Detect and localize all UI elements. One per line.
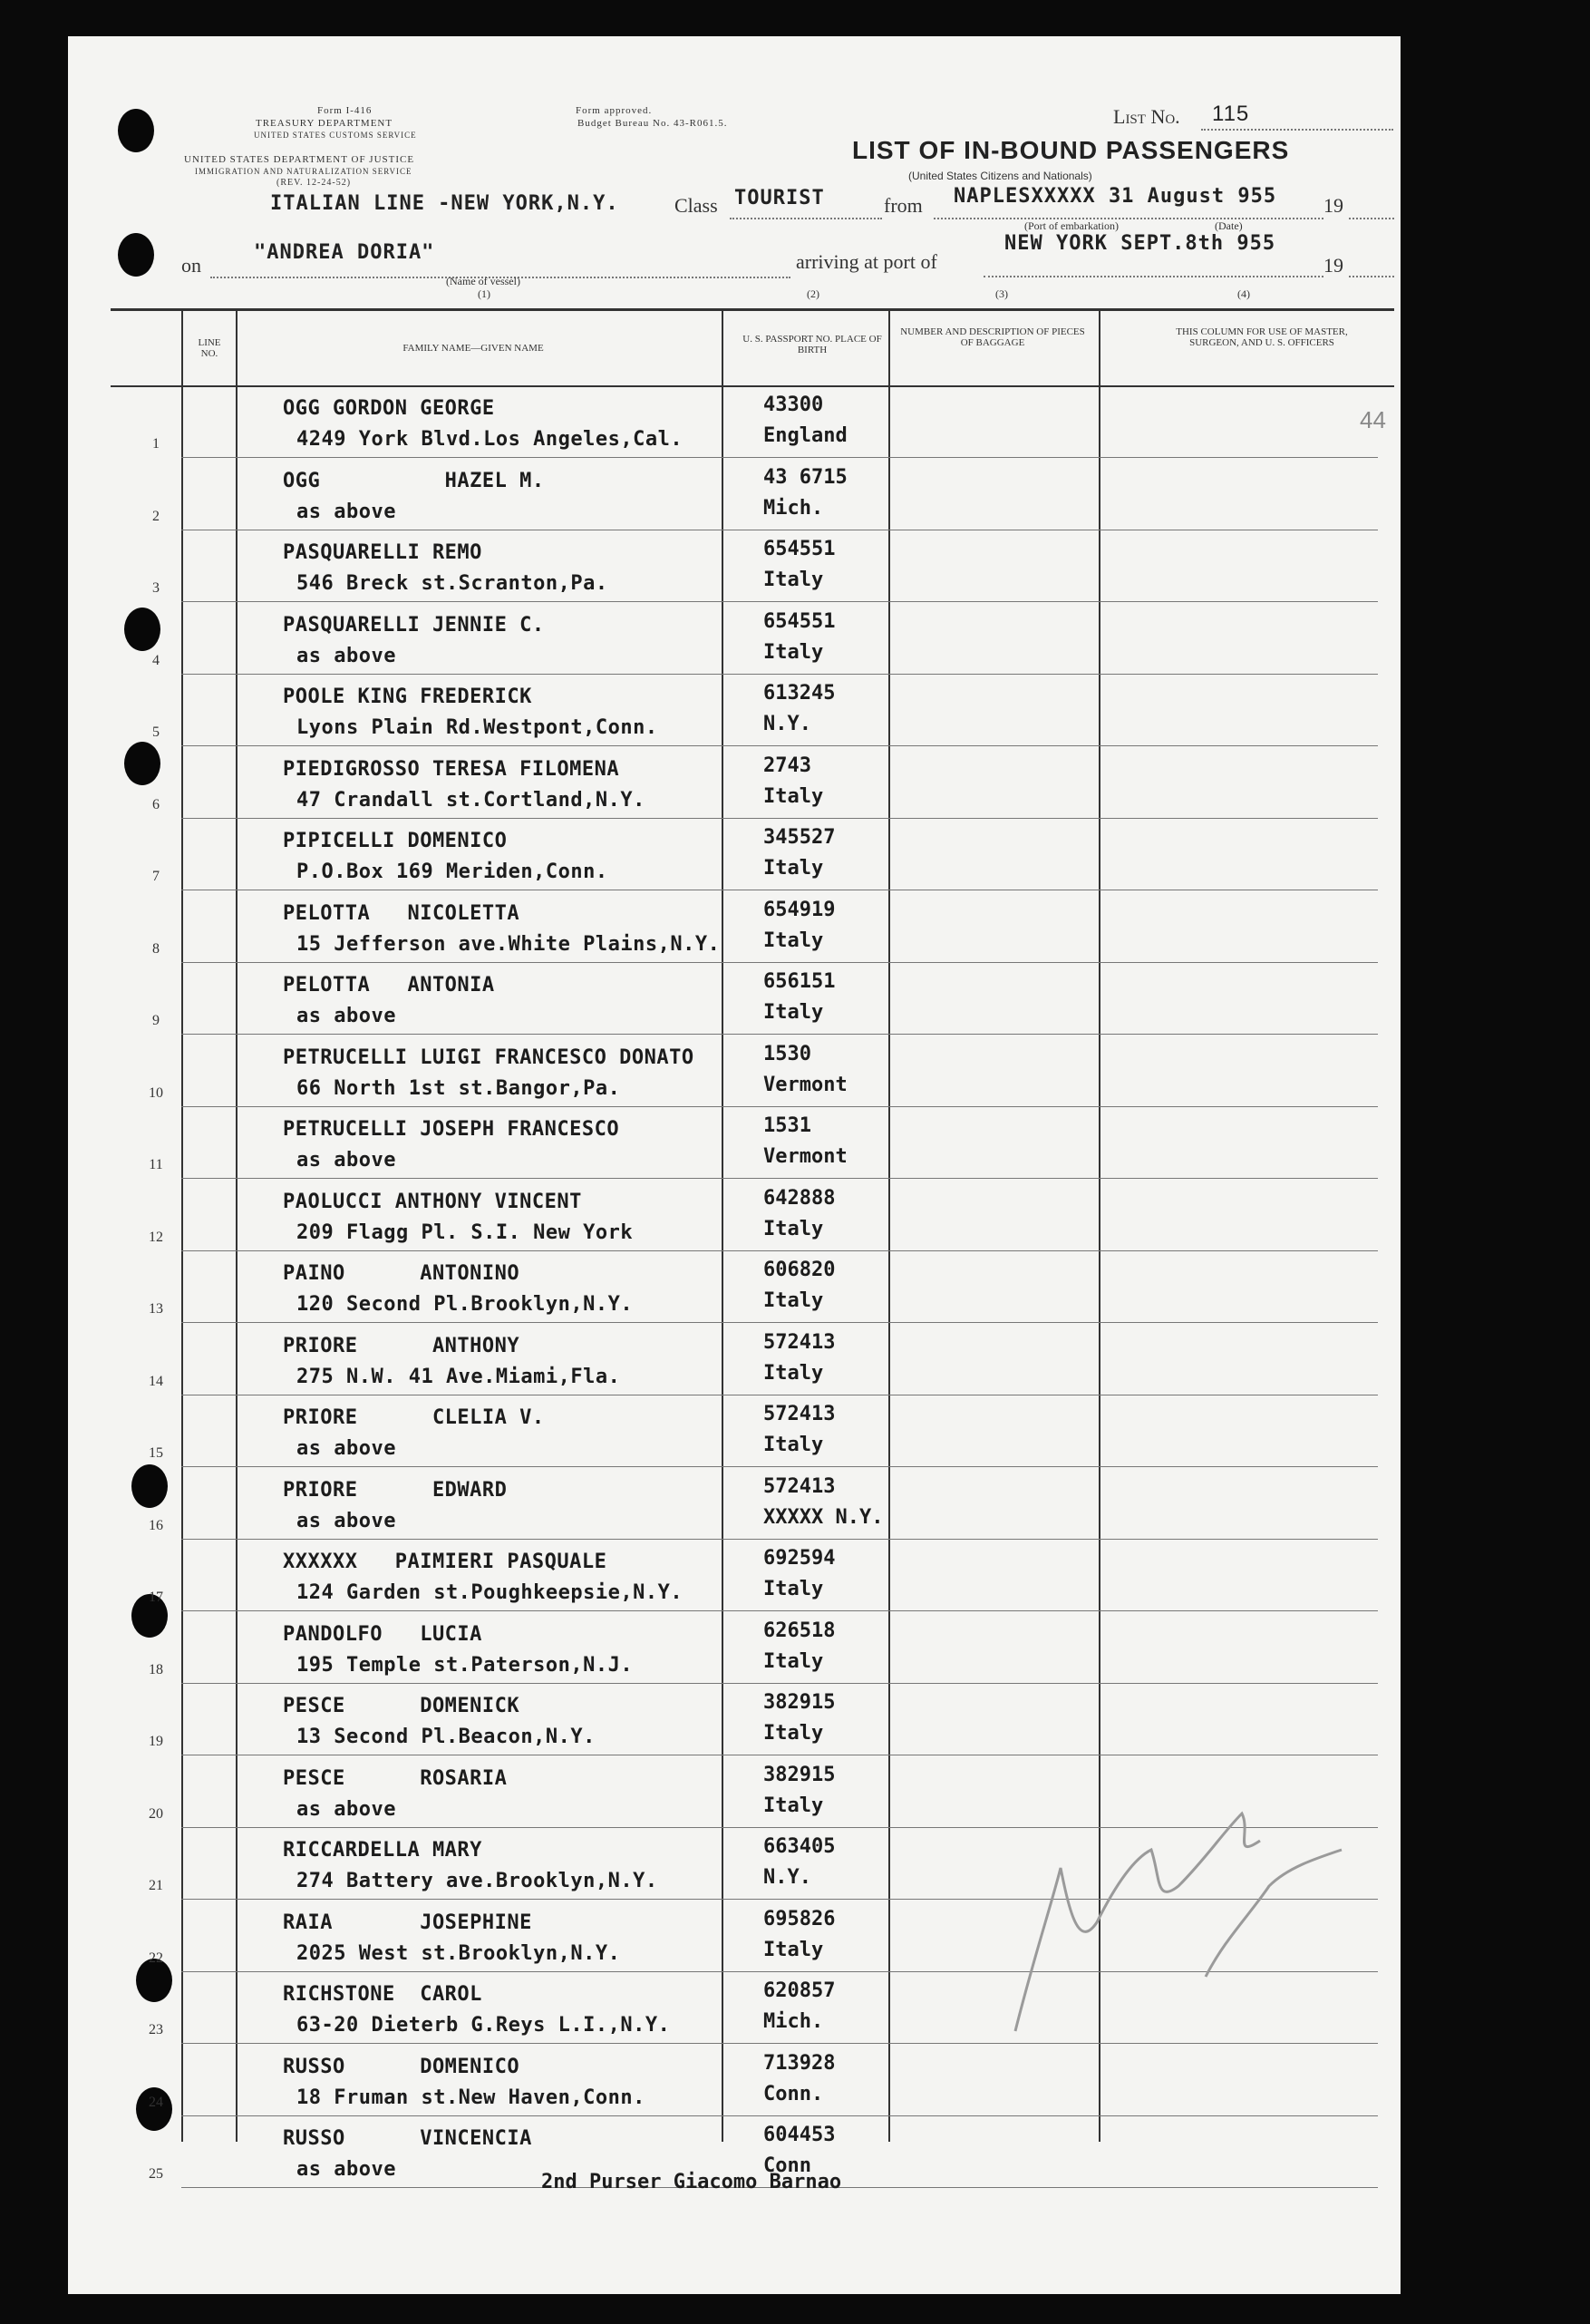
- place-of-birth: Italy: [763, 929, 824, 952]
- row-line-number: 19: [149, 1734, 163, 1749]
- customs-service: UNITED STATES CUSTOMS SERVICE: [254, 131, 417, 140]
- table-row: [111, 1540, 1394, 1611]
- row-line-number: 5: [152, 724, 160, 740]
- justice-dept: UNITED STATES DEPARTMENT OF JUSTICE: [184, 154, 415, 165]
- place-of-birth: Italy: [763, 1794, 824, 1817]
- from-line: [934, 218, 1323, 219]
- passenger-address: 2025 West st.Brooklyn,N.Y.: [296, 1941, 621, 1965]
- passport-number: 606820: [763, 1259, 836, 1281]
- row-line-number: 3: [152, 580, 160, 596]
- passport-number: 604453: [763, 2124, 836, 2146]
- row-line-number: 18: [149, 1661, 163, 1677]
- passenger-address: as above: [296, 1509, 396, 1532]
- passport-number: 620857: [763, 1979, 836, 2002]
- place-of-birth: Italy: [763, 1001, 824, 1024]
- passenger-name: PASQUARELLI JENNIE C.: [283, 613, 545, 637]
- passenger-name: RUSSO VINCENCIA: [283, 2127, 532, 2150]
- place-of-birth: Italy: [763, 784, 824, 808]
- passport-number: 626518: [763, 1619, 836, 1642]
- place-of-birth: Italy: [763, 1361, 824, 1385]
- row-line-number: 25: [149, 2166, 163, 2182]
- place-of-birth: Italy: [763, 1217, 824, 1240]
- passenger-address: 209 Flagg Pl. S.I. New York: [296, 1220, 634, 1244]
- passenger-address: as above: [296, 1149, 396, 1172]
- table-row: [111, 386, 1394, 458]
- passport-number: 43300: [763, 394, 824, 416]
- row-line-number: 4: [152, 652, 160, 668]
- row-line-number: 21: [149, 1878, 163, 1893]
- passenger-name: PRIORE CLELIA V.: [283, 1406, 545, 1429]
- passenger-address: as above: [296, 1437, 396, 1460]
- passenger-address: 18 Fruman st.New Haven,Conn.: [296, 2086, 645, 2109]
- place-of-birth: Italy: [763, 569, 824, 591]
- passenger-address: as above: [296, 1005, 396, 1027]
- shipping-line: ITALIAN LINE -NEW YORK,N.Y.: [270, 192, 619, 215]
- place-of-birth: Italy: [763, 640, 824, 664]
- passenger-name: PELOTTA ANTONIA: [283, 974, 495, 997]
- table-row: [111, 2045, 1394, 2116]
- on-label: on: [181, 254, 201, 277]
- from-label: from: [884, 194, 923, 217]
- arrival-value: NEW YORK SEPT.8th 955: [1004, 232, 1276, 255]
- row-line-number: 13: [149, 1301, 163, 1317]
- passenger-address: 13 Second Pl.Beacon,N.Y.: [296, 1726, 596, 1748]
- passenger-name: OGG HAZEL M.: [283, 469, 545, 492]
- row-line-number: 15: [149, 1445, 163, 1461]
- passenger-address: as above: [296, 644, 396, 667]
- table-row: [111, 1180, 1394, 1251]
- ins-service: IMMIGRATION AND NATURALIZATION SERVICE: [195, 167, 412, 176]
- table-row: [111, 819, 1394, 890]
- passport-number: 1531: [763, 1114, 811, 1137]
- passenger-address: as above: [296, 2158, 396, 2181]
- passport-number: 1530: [763, 1042, 811, 1065]
- column-caption-2: (2): [807, 287, 819, 300]
- row-line-number: 6: [152, 796, 160, 812]
- table-row: [111, 963, 1394, 1035]
- column-caption-4: (4): [1237, 287, 1250, 300]
- table-row: [111, 1468, 1394, 1540]
- passport-number: 345527: [763, 826, 836, 849]
- table-row: [111, 530, 1394, 602]
- class-label: Class: [674, 194, 718, 217]
- row-line-number: 22: [149, 1950, 163, 1966]
- row-line-number: 10: [149, 1084, 163, 1101]
- passenger-name: PRIORE EDWARD: [283, 1478, 508, 1502]
- table-top-border: [111, 308, 1394, 311]
- column-header-officers: THIS COLUMN FOR USE OF MASTER, SURGEON, AND U. S. OFFICERS: [1176, 326, 1348, 348]
- passport-number: 713928: [763, 2051, 836, 2075]
- passenger-address: 66 North 1st st.Bangor,Pa.: [296, 1076, 621, 1100]
- table-row: [111, 675, 1394, 746]
- passenger-address: 4249 York Blvd.Los Angeles,Cal.: [296, 428, 684, 451]
- passenger-name: RICHSTONE CAROL: [283, 1983, 482, 2006]
- passenger-name: PAINO ANTONINO: [283, 1262, 520, 1285]
- place-of-birth: N.Y.: [763, 1866, 811, 1889]
- table-row: [111, 1684, 1394, 1755]
- column-caption-3: (3): [995, 287, 1008, 300]
- arriving-label: arriving at port of: [796, 250, 937, 273]
- passport-number: 654551: [763, 609, 836, 633]
- list-no-label: List No.: [1113, 105, 1180, 128]
- table-row: [111, 1251, 1394, 1323]
- page-subtitle: (United States Citizens and Nationals): [908, 170, 1092, 182]
- table-row: [111, 1395, 1394, 1467]
- place-of-birth: N.Y.: [763, 713, 811, 735]
- passenger-name: RAIA JOSEPHINE: [283, 1911, 532, 1934]
- revision-date: (REV. 12-24-52): [276, 178, 352, 188]
- port-embark-caption: (Port of embarkation): [1024, 219, 1119, 232]
- place-of-birth: XXXXX N.Y.: [763, 1505, 884, 1529]
- passenger-name: RICCARDELLA MARY: [283, 1839, 482, 1862]
- place-of-birth: Conn: [763, 2154, 811, 2177]
- year-2: 19: [1323, 254, 1343, 277]
- passenger-name: PETRUCELLI LUIGI FRANCESCO DONATO: [283, 1045, 694, 1069]
- table-row: [111, 603, 1394, 675]
- year-1-line: [1349, 218, 1394, 219]
- row-line-number: 14: [149, 1373, 163, 1389]
- row-line-number: 16: [149, 1517, 163, 1533]
- margin-note: 44: [1360, 406, 1386, 433]
- passport-number: 572413: [763, 1403, 836, 1425]
- row-line-number: 20: [149, 1805, 163, 1822]
- passenger-address: 120 Second Pl.Brooklyn,N.Y.: [296, 1293, 634, 1316]
- place-of-birth: Italy: [763, 857, 824, 880]
- passenger-name: XXXXXX PAIMIERI PASQUALE: [283, 1551, 607, 1573]
- row-line-number: 1: [152, 436, 160, 452]
- passenger-address: as above: [296, 1797, 396, 1821]
- passenger-address: Lyons Plain Rd.Westpont,Conn.: [296, 716, 658, 739]
- column-header-passport: U. S. PASSPORT NO. PLACE OF BIRTH: [742, 334, 882, 355]
- row-line-number: 11: [149, 1157, 163, 1172]
- place-of-birth: Italy: [763, 1289, 824, 1312]
- handwritten-annotation: [997, 1777, 1378, 2049]
- passenger-name: OGG GORDON GEORGE: [283, 397, 495, 420]
- row-line-number: 8: [152, 940, 160, 957]
- column-caption-1: (1): [478, 287, 490, 300]
- table-row: [111, 1107, 1394, 1179]
- passenger-name: POOLE KING FREDERICK: [283, 686, 532, 708]
- passenger-address: 274 Battery ave.Brooklyn,N.Y.: [296, 1870, 658, 1892]
- passenger-address: 47 Crandall st.Cortland,N.Y.: [296, 788, 645, 812]
- passenger-address: 63-20 Dieterb G.Reys L.I.,N.Y.: [296, 2014, 671, 2037]
- class-value: TOURIST: [734, 187, 825, 209]
- passport-number: 663405: [763, 1835, 836, 1858]
- table-row: [111, 891, 1394, 963]
- row-line-number: 7: [152, 869, 160, 884]
- place-of-birth: Italy: [763, 1649, 824, 1673]
- passport-number: 2743: [763, 754, 811, 777]
- year-1: 19: [1323, 194, 1343, 217]
- place-of-birth: Italy: [763, 1722, 824, 1745]
- passenger-name: RUSSO DOMENICO: [283, 2055, 520, 2078]
- passenger-address: 275 N.W. 41 Ave.Miami,Fla.: [296, 1365, 621, 1388]
- vessel-name: "ANDREA DORIA": [254, 241, 435, 264]
- passenger-name: PIEDIGROSSO TERESA FILOMENA: [283, 757, 620, 781]
- passenger-address: 195 Temple st.Paterson,N.J.: [296, 1653, 634, 1677]
- row-line-number: 17: [149, 1590, 163, 1605]
- passport-number: 692594: [763, 1547, 836, 1570]
- place-of-birth: Vermont: [763, 1145, 848, 1168]
- place-of-birth: Mich.: [763, 496, 824, 520]
- table-row: [111, 1612, 1394, 1684]
- place-of-birth: England: [763, 424, 848, 447]
- passport-number: 642888: [763, 1186, 836, 1210]
- passenger-address: 546 Breck st.Scranton,Pa.: [296, 572, 608, 595]
- column-header-line-no: LINE NO.: [198, 337, 221, 359]
- passenger-name: PESCE ROSARIA: [283, 1766, 508, 1790]
- form-approved: Form approved.: [576, 105, 653, 116]
- punch-hole: [118, 109, 154, 152]
- treasury-dept: TREASURY DEPARTMENT: [256, 118, 393, 129]
- passenger-name: PIPICELLI DOMENICO: [283, 830, 508, 852]
- table-row: [111, 1036, 1394, 1107]
- passenger-address: 124 Garden st.Poughkeepsie,N.Y.: [296, 1581, 684, 1604]
- place-of-birth: Vermont: [763, 1073, 848, 1096]
- place-of-birth: Italy: [763, 1434, 824, 1456]
- passport-number: 572413: [763, 1474, 836, 1498]
- place-of-birth: Italy: [763, 1578, 824, 1600]
- place-of-birth: Mich.: [763, 2010, 824, 2033]
- passenger-address: P.O.Box 169 Meriden,Conn.: [296, 861, 608, 883]
- date-caption: (Date): [1215, 219, 1243, 232]
- passport-number: 654551: [763, 538, 836, 560]
- passport-number: 572413: [763, 1330, 836, 1354]
- row-line-number: 2: [152, 508, 160, 524]
- passport-number: 656151: [763, 970, 836, 993]
- passport-number: 695826: [763, 1907, 836, 1930]
- passenger-address: 15 Jefferson ave.White Plains,N.Y.: [296, 932, 721, 956]
- row-line-number: 9: [152, 1013, 160, 1028]
- vessel-caption: (Name of vessel): [446, 275, 520, 287]
- row-line-number: 12: [149, 1229, 163, 1245]
- passport-number: 613245: [763, 682, 836, 705]
- passport-number: 382915: [763, 1763, 836, 1786]
- passport-number: 654919: [763, 898, 836, 921]
- row-line-number: 24: [149, 2094, 163, 2110]
- passport-number: 382915: [763, 1691, 836, 1714]
- page-title: LIST OF IN-BOUND PASSENGERS: [852, 136, 1290, 164]
- column-header-name: FAMILY NAME—GIVEN NAME: [402, 343, 544, 354]
- form-number: Form I-416: [317, 105, 373, 116]
- table-row: [111, 459, 1394, 530]
- column-header-baggage: NUMBER AND DESCRIPTION OF PIECES OF BAGGAGE: [900, 326, 1085, 348]
- list-no-line: [1201, 129, 1393, 131]
- class-line: [730, 218, 882, 219]
- passenger-name: PANDOLFO LUCIA: [283, 1622, 482, 1646]
- table-row: [111, 1324, 1394, 1395]
- table-row: [111, 747, 1394, 819]
- list-no-value: 115: [1212, 102, 1250, 126]
- from-value: NAPLESXXXXX 31 August 955: [954, 185, 1277, 208]
- passenger-name: PESCE DOMENICK: [283, 1695, 520, 1717]
- budget-bureau: Budget Bureau No. 43-R061.5.: [577, 118, 728, 129]
- row-line-number: 23: [149, 2022, 163, 2037]
- passenger-name: PELOTTA NICOLETTA: [283, 901, 520, 925]
- purser-signature-line: 2nd Purser Giacomo Barnao: [541, 2171, 842, 2193]
- place-of-birth: Italy: [763, 1938, 824, 1961]
- passenger-name: PASQUARELLI REMO: [283, 541, 482, 564]
- passenger-address: as above: [296, 500, 396, 523]
- punch-hole: [118, 233, 154, 277]
- place-of-birth: Conn.: [763, 2082, 824, 2105]
- passenger-name: PRIORE ANTHONY: [283, 1334, 520, 1357]
- passenger-name: PAOLUCCI ANTHONY VINCENT: [283, 1190, 582, 1213]
- passenger-name: PETRUCELLI JOSEPH FRANCESCO: [283, 1118, 620, 1141]
- passport-number: 43 6715: [763, 465, 848, 489]
